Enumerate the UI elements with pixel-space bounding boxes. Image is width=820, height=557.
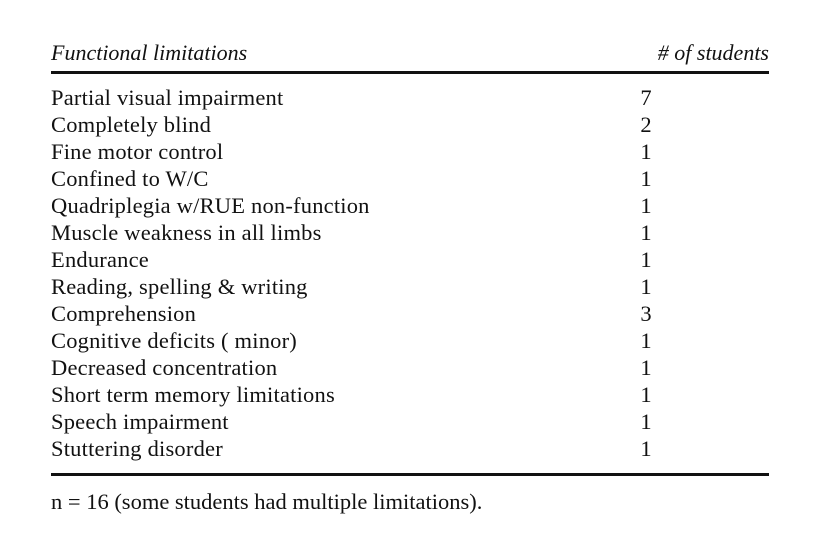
table-row <box>51 301 769 328</box>
student-count: 3 <box>640 301 652 326</box>
student-count: 1 <box>640 274 652 299</box>
student-count: 1 <box>640 193 652 218</box>
table-row <box>51 220 769 247</box>
limitation-label: Stuttering disorder <box>51 436 223 461</box>
limitation-label: Cognitive deficits ( minor) <box>51 328 297 353</box>
table-footnote: n = 16 (some students had multiple limitations). <box>51 489 483 514</box>
student-count: 1 <box>640 139 652 164</box>
table-row <box>51 166 769 193</box>
limitation-label: Confined to W/C <box>51 166 209 191</box>
table-row <box>51 112 769 139</box>
limitation-label: Speech impairment <box>51 409 229 434</box>
table-body <box>51 74 769 473</box>
student-count: 1 <box>640 436 652 461</box>
header-number-of-students: # of students <box>657 40 769 65</box>
table-row <box>51 193 769 220</box>
student-count: 1 <box>640 382 652 407</box>
student-count: 1 <box>640 355 652 380</box>
header-functional-limitations: Functional limitations <box>51 40 248 65</box>
student-count: 1 <box>640 247 652 272</box>
student-count: 2 <box>640 112 652 137</box>
table-row <box>51 355 769 382</box>
limitation-label: Comprehension <box>51 301 197 326</box>
table-row <box>51 247 769 274</box>
limitation-label: Muscle weakness in all limbs <box>51 220 322 245</box>
limitation-label: Quadriplegia w/RUE non-function <box>51 193 370 218</box>
table-row <box>51 382 769 409</box>
table-row <box>51 85 769 112</box>
student-count: 1 <box>640 409 652 434</box>
limitation-label: Fine motor control <box>51 139 224 164</box>
limitation-label: Short term memory limitations <box>51 382 335 407</box>
limitation-label: Endurance <box>51 247 149 272</box>
table-row <box>51 274 769 301</box>
bottom-rule <box>51 473 769 476</box>
limitation-label: Reading, spelling & writing <box>51 274 308 299</box>
table-row <box>51 436 769 463</box>
student-count: 7 <box>640 85 652 110</box>
table-row <box>51 409 769 436</box>
student-count: 1 <box>640 328 652 353</box>
table-row <box>51 139 769 166</box>
table-row <box>51 328 769 355</box>
table-header <box>51 38 769 71</box>
student-count: 1 <box>640 166 652 191</box>
limitation-label: Partial visual impairment <box>51 85 284 110</box>
limitations-table <box>51 38 769 476</box>
limitation-label: Completely blind <box>51 112 212 137</box>
limitation-label: Decreased concentration <box>51 355 278 380</box>
student-count: 1 <box>640 220 652 245</box>
